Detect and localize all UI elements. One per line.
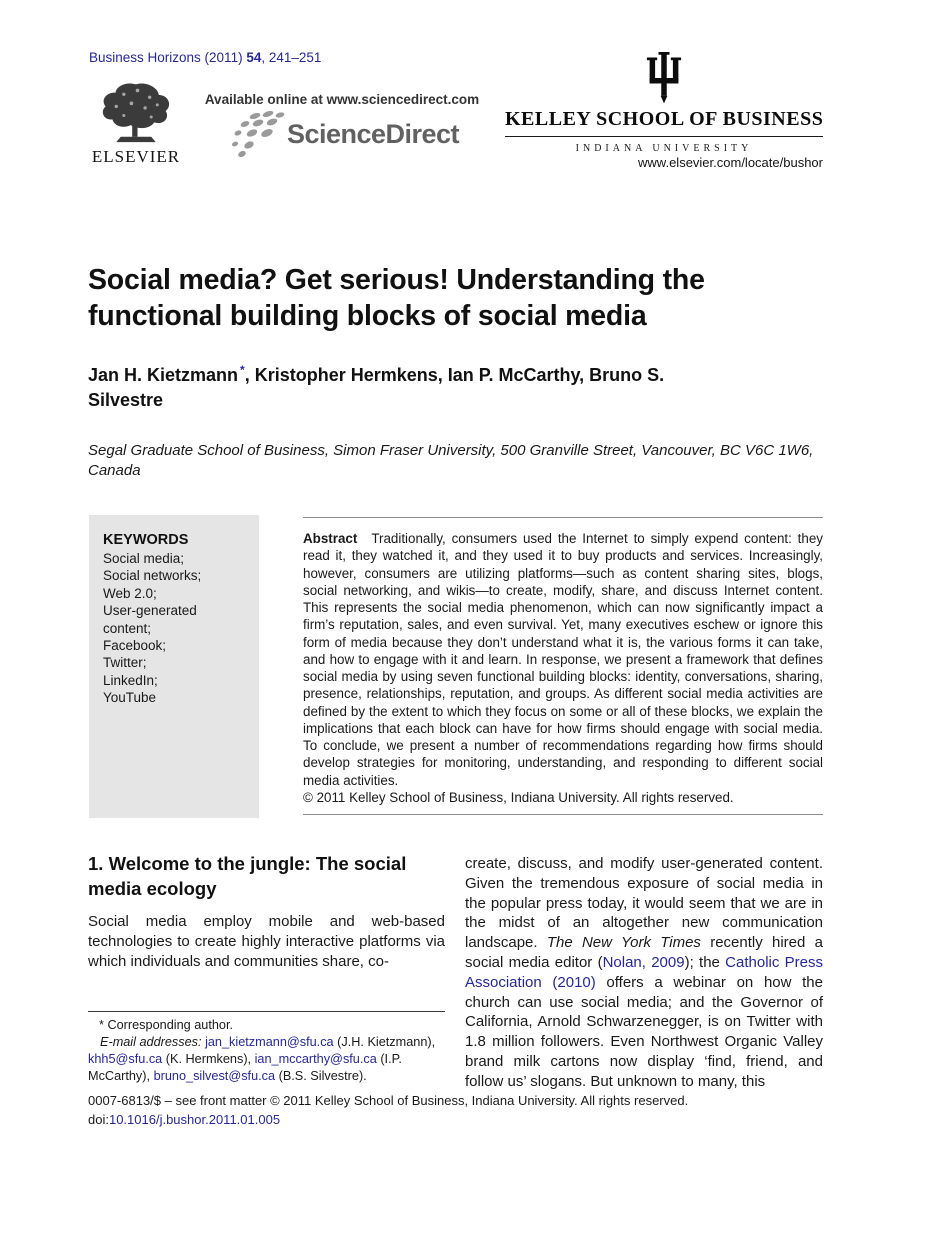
doi-link[interactable]: 10.1016/j.bushor.2011.01.005 — [108, 1111, 281, 1127]
author-rest: , Kristopher Hermkens, Ian P. McCarthy, Bruno S. Silvestre — [88, 365, 665, 410]
corresponding-author-asterisk[interactable]: * — [240, 363, 245, 377]
email-owner: (K. Hermkens), — [162, 1052, 255, 1066]
right-paragraph-part: create, discuss, and modify user-generated content. Given the tremendous exposure of social media in the popular press today, it would seem that we are in the midst of an altogether new communication landscape. — [465, 855, 823, 952]
sciencedirect-block — [198, 92, 486, 157]
right-column-paragraph — [465, 854, 823, 1092]
email-owner: (B.S. Silvestre). — [275, 1069, 367, 1083]
journal-volume[interactable]: 54 — [246, 50, 262, 65]
email-owner: (J.H. Kietzmann), — [333, 1035, 436, 1049]
keyword-item: Twitter; — [103, 655, 147, 671]
right-paragraph-part: ); the — [684, 953, 726, 971]
email-link-silvestre[interactable]: bruno_silvest@sfu.ca — [153, 1069, 276, 1083]
keyword-item: Facebook; — [103, 638, 167, 654]
kelley-school-name: KELLEY SCHOOL OF BUSINESS — [505, 108, 823, 137]
journal-locate-url: www.elsevier.com/locate/bushor — [638, 155, 823, 170]
kelley-logo-block — [505, 52, 823, 154]
doi-line — [88, 1111, 808, 1130]
journal-citation[interactable] — [89, 50, 321, 65]
keyword-item: Social networks; — [103, 568, 202, 584]
citation-link-catholic-press[interactable]: Catholic Press Association (2010) — [465, 953, 823, 991]
available-online-label: Available online at www.sciencedirect.com — [204, 92, 480, 107]
elsevier-tree-icon — [88, 82, 184, 146]
keywords-heading: KEYWORDS — [103, 532, 189, 548]
new-york-times-italic: The New York Times — [546, 934, 701, 952]
keyword-item: YouTube — [103, 690, 157, 706]
abstract-section — [303, 517, 823, 815]
elsevier-wordmark: ELSEVIER — [91, 147, 181, 166]
keyword-item: Web 2.0; — [103, 585, 157, 601]
email-link-hermkens[interactable]: khh5@sfu.ca — [88, 1052, 163, 1066]
indiana-university-label: INDIANA UNIVERSITY — [575, 143, 753, 154]
section-heading: 1. Welcome to the jungle: The social media ecology — [88, 853, 407, 899]
email-link-mccarthy[interactable]: ian_mccarthy@sfu.ca — [254, 1052, 377, 1066]
email-owner: (I.P. McCarthy), — [88, 1052, 402, 1083]
citation-link-nolan[interactable]: Nolan, 2009 — [602, 953, 685, 971]
doi-label: doi: — [88, 1111, 109, 1127]
abstract-copyright: © 2011 Kelley School of Business, Indiana University. All rights reserved. — [303, 789, 734, 805]
keyword-item: Social media; — [103, 551, 185, 566]
sciencedirect-dots-icon — [225, 111, 287, 157]
left-column-paragraph: Social media employ mobile and web-based technologies to create highly interactive platforms via which individuals and communities share, co- — [88, 913, 445, 970]
journal-citation-prefix[interactable]: Business Horizons (2011) — [89, 50, 247, 65]
journal-pages[interactable]: , 241–251 — [261, 50, 322, 65]
elsevier-logo — [88, 82, 184, 167]
email-link-kietzmann[interactable]: jan_kietzmann@sfu.ca — [205, 1035, 334, 1049]
right-paragraph-part: recently hired a social media editor ( — [465, 934, 823, 971]
footnote-block — [88, 1011, 445, 1085]
footer-block — [88, 1092, 808, 1129]
issn-front-matter: 0007-6813/$ – see front matter © 2011 Kelley School of Business, Indiana University. All rights reserved. — [88, 1093, 689, 1108]
abstract-text: Traditionally, consumers used the Internet to simply expend content: they read it, they watched it, and they used it to buy products and services. Increasingly, however, consumers are utilizing platforms—such as content sharing sites, blogs, social networking, and wikis—to create, modify, share, and discuss Internet content. This represents the social media phenomenon, which can now significantly impact a firm’s reputation, sales, and even survival. Yet, many executives eschew or ignore this form of media because they don’t understand what it is, the various forms it can take, and how to engage with it and learn. In response, we present a framework that defines social media by using seven functional building blocks: identity, conversations, sharing, presence, relationships, reputation, and groups. As different social media activities are defined by the extent to which they focus on some or all of these blocks, we explain the implications that each block can have for how firms should engage with social media. To conclude, we present a number of recommendations regarding how firms should develop strategies for monitoring, understanding, and responding to different social media activities. — [303, 531, 823, 788]
keyword-item: LinkedIn; — [103, 672, 158, 688]
right-paragraph-part: offers a webinar on how the church can use social media; and the Governor of California, Arnold Schwarzenegger, is on Twitter with 1.8 million followers. Even Northwest Organic Valley brand milk cartons now display ‘find, friend, and follow us’ slogans. But unknown to many, this — [465, 973, 823, 1090]
email-addresses — [88, 1034, 445, 1085]
email-addresses-label: E-mail addresses: — [100, 1035, 206, 1049]
affiliation: Segal Graduate School of Business, Simon Fraser University, 500 Granville Street, Vancouver, BC V6C 1W6, Canada — [88, 442, 814, 479]
article-title: Social media? Get serious! Understanding the functional building blocks of social media — [88, 264, 705, 332]
sciencedirect-wordmark: ScienceDirect — [286, 118, 460, 149]
keyword-item: User-generated content; — [103, 603, 197, 636]
author-list — [88, 358, 708, 413]
abstract-label: Abstract — [303, 531, 358, 546]
keywords-box — [89, 515, 259, 818]
iu-trident-icon — [505, 52, 823, 104]
author-first: Jan H. Kietzmann — [88, 365, 239, 385]
corresponding-author-note: * Corresponding author. — [99, 1018, 234, 1032]
